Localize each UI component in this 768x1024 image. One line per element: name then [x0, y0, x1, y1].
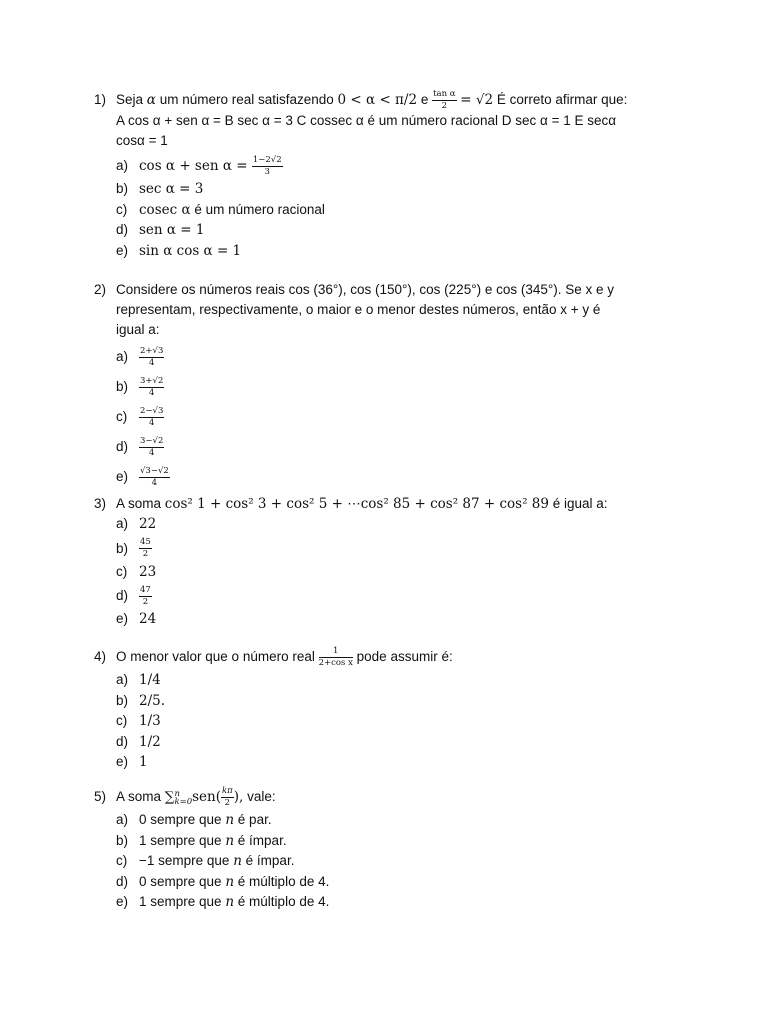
option-e[interactable]: e) 1 [116, 754, 148, 770]
option-e[interactable]: e) $\frac{√3-√2}{4}$ [116, 465, 169, 488]
option-d[interactable]: d) $\frac{47}{2}$ [116, 584, 151, 607]
question-2 [94, 280, 684, 492]
option-e[interactable]: e) 1 sempre que n é múltiplo de 4. [116, 894, 330, 910]
option-c[interactable]: c) 23 [116, 563, 157, 580]
question-5 [94, 784, 684, 913]
option-c[interactable]: c) cosec α é um número racional [116, 201, 325, 218]
option-d[interactable]: d) 1/2 [116, 733, 161, 750]
question-number: 5) [94, 789, 107, 804]
option-d[interactable]: d) sen α = 1 [116, 222, 205, 238]
option-e[interactable]: e) 24 [116, 611, 157, 627]
question-number: 4) [94, 649, 107, 664]
option-b[interactable]: b) sec α = 3 [116, 181, 204, 197]
option-c[interactable]: c) −1 sempre que n é ímpar. [116, 853, 295, 869]
question-stem: Considere os números reais cos (36°), cos (150°), cos (225°) e cos (345°). Se x e y representam, respectivamente, o maior e o menor destes números, então x + y é igual a: [116, 282, 615, 337]
stem-fraction: $\frac{\text{tan α}}{2}$ [433, 89, 456, 111]
options-list [116, 514, 684, 630]
option-b[interactable]: b) 2/5. [116, 692, 166, 709]
question-number: 1) [94, 92, 107, 107]
options-list [116, 670, 684, 773]
option-a[interactable]: a) $\frac{2+√3}{4}$ [116, 345, 164, 368]
option-c[interactable]: c) $\frac{2-√3}{4}$ [116, 405, 164, 428]
option-a[interactable]: a) cos α + sen α = $\frac{1-2√2}{3}$ [116, 155, 282, 177]
options-list [116, 342, 684, 492]
option-d[interactable]: d) $\frac{3-√2}{4}$ [116, 435, 164, 458]
option-a[interactable]: a) 0 sempre que n é par. [116, 812, 272, 828]
option-d[interactable]: d) 0 sempre que n é múltiplo de 4. [116, 873, 330, 890]
option-b[interactable]: b) $\frac{3+√2}{4}$ [116, 375, 164, 398]
question-stem: Seja α um número real satisfazendo 0 < α < π/2 e $\frac{\text{tan α}}{2}$ = √2 É correto afirmar que: A cos α + sen α = B sec α = 3 C cossec α é um número racional D sec α = 1 E secα cosα = 1 [116, 89, 628, 148]
stem-fraction: $\frac{1}{\text{2+cos x}}$ [318, 645, 353, 668]
options-list [116, 810, 684, 913]
option-b[interactable]: b) $\frac{45}{2}$ [116, 537, 151, 560]
question-stem: A soma cos² 1 + cos² 3 + cos² 5 + ⋯cos² 85 + cos² 87 + cos² 89 é igual a: [116, 496, 608, 512]
option-a[interactable]: a) 22 [116, 516, 157, 532]
option-b[interactable]: b) 1 sempre que n é ímpar. [116, 832, 287, 849]
question-stem: A soma ∑ n k=0 sen( $\frac{k\pi}{2}$ ), vale: [116, 786, 276, 808]
question-1 [94, 90, 684, 261]
question-number: 3) [94, 496, 107, 511]
option-e[interactable]: e) sin α cos α = 1 [116, 242, 242, 259]
question-3 [94, 494, 684, 630]
option-c[interactable]: c) 1/3 [116, 713, 161, 729]
option-a[interactable]: a) 1/4 [116, 672, 161, 688]
question-stem: O menor valor que o número real $\frac{1}{\text{2+cos x}}$ pode assumir é: [116, 645, 453, 668]
options-list [116, 153, 684, 261]
question-4 [94, 644, 684, 773]
question-number: 2) [94, 282, 107, 297]
summation-symbol: ∑ [164, 789, 175, 805]
